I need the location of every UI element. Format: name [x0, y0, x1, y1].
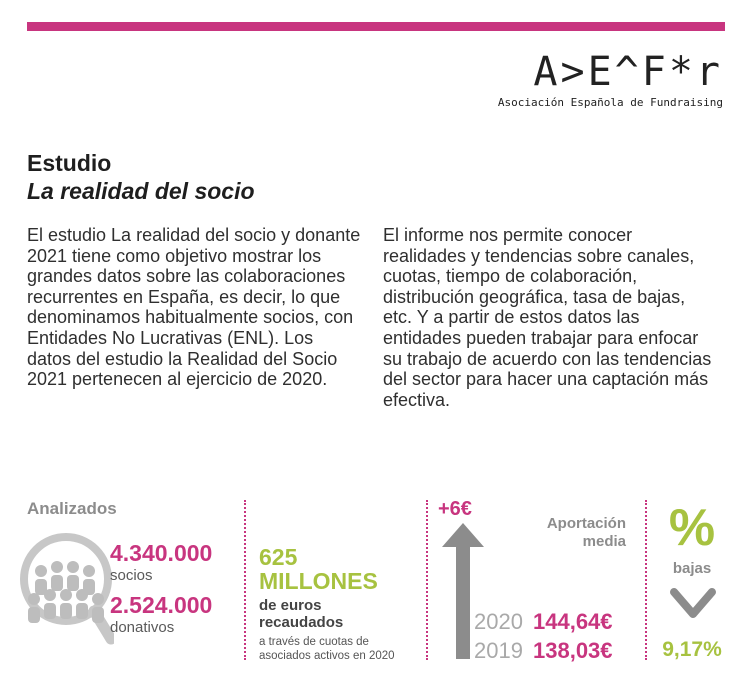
socios-label: socios [110, 567, 153, 584]
page-title [27, 149, 255, 205]
divider-3 [645, 500, 647, 660]
donativos-value: 2.524.000 [110, 592, 213, 618]
logo-mark: A>E^F*r [533, 49, 723, 95]
title-line-1: Estudio [27, 150, 112, 176]
millones-word: MILLONES [259, 568, 378, 594]
aportacion-line-2: media [582, 533, 626, 550]
analyzed-label: Analizados [27, 499, 117, 518]
socios-value: 4.340.000 [110, 540, 213, 566]
cuotas-line-1: a través de cuotas de [259, 636, 369, 648]
intro-paragraph-right: El informe nos permite conocer realidades y tendencias sobre canales, cuotas, tiempo de colaboración, distribución geográfica, tasa de bajas, etc. Y a partir de estos datos las entidades pueden trabajar para enfocar su trabajo de acuerdo con las tendencias del sector para hacer una captación más efectiva. [383, 225, 712, 410]
year-2020: 2020 [474, 609, 523, 634]
aefr-logo [497, 49, 723, 109]
top-accent-bar [27, 22, 725, 31]
millones-number: 625 [259, 544, 298, 570]
percent-symbol: % [668, 499, 716, 557]
intro-paragraph-left: El estudio La realidad del socio y donante 2021 tiene como objetivo mostrar los grandes datos sobre las colaboraciones recurrentes en España, es decir, lo que denominamos habitualmente socios, con Entidades No Lucrativas (ENL). Los datos del estudio la Realidad del Socio 2021 pertenecen al ejercicio de 2020. [27, 225, 361, 390]
value-2020: 144,64€ [533, 609, 613, 634]
bajas-label: bajas [672, 560, 712, 577]
aportacion-line-1: Aportación [546, 515, 626, 532]
divider-1 [244, 500, 246, 660]
title-line-2: La realidad del socio [27, 178, 255, 204]
bajas-value: 9,17% [662, 638, 722, 661]
divider-2 [426, 500, 428, 660]
year-2019: 2019 [474, 638, 523, 663]
cuotas-line-2: asociados activos en 2020 [259, 650, 395, 662]
euros-line-2: recaudados [259, 614, 344, 631]
euros-line-1: de euros [259, 597, 322, 614]
people-group-magnifier-icon [14, 527, 114, 657]
down-chevron-icon [669, 584, 717, 624]
aportacion-label [520, 515, 626, 551]
logo-subtitle: Asociación Española de Fundraising [497, 96, 723, 109]
value-2019: 138,03€ [533, 638, 613, 663]
donativos-label: donativos [110, 619, 175, 636]
increase-value: +6€ [438, 498, 472, 520]
